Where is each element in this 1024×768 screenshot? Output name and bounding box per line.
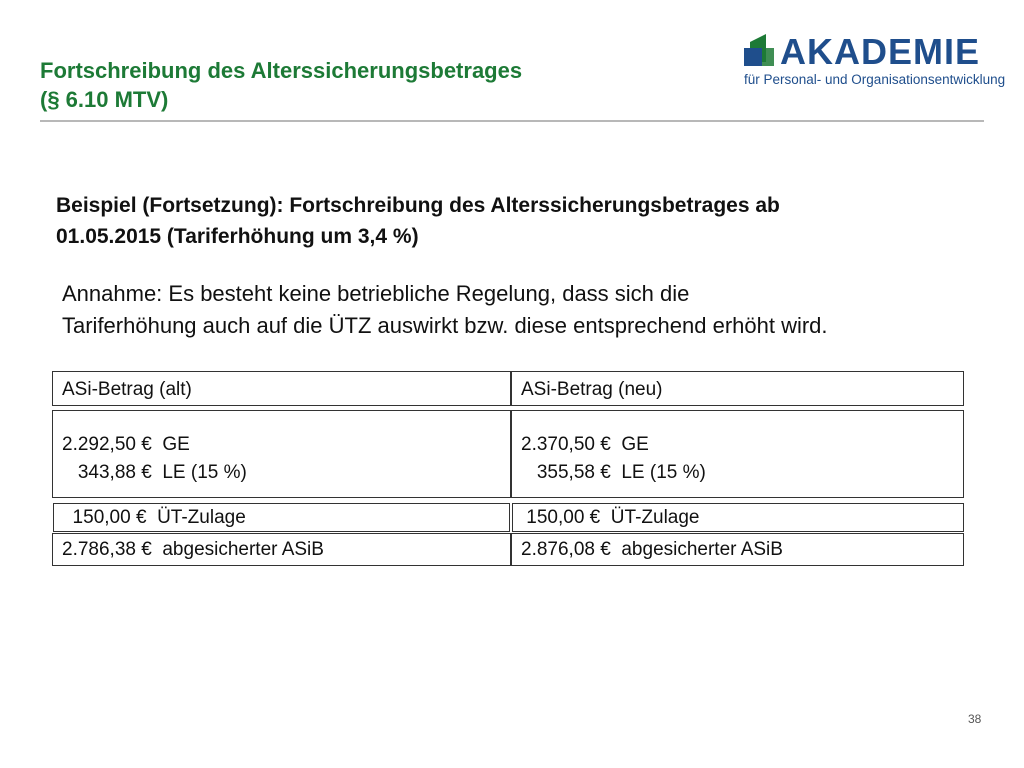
new-le-value: 355,58 € LE (15 %) bbox=[521, 462, 706, 483]
new-ut-zulage-value: 150,00 € ÜT-Zulage bbox=[521, 507, 700, 528]
assumption-text bbox=[62, 278, 982, 342]
old-total-value: 2.786,38 € abgesicherter ASiB bbox=[62, 539, 324, 560]
table-total-divider bbox=[510, 533, 512, 566]
page-title-line-2: (§ 6.10 MTV) bbox=[40, 87, 169, 112]
table-header-divider bbox=[510, 371, 512, 406]
page-title-line-1: Fortschreibung des Alterssicherungsbetrages bbox=[40, 58, 523, 83]
new-ge-value: 2.370,50 € GE bbox=[521, 434, 649, 455]
header-old-amount: ASi-Betrag (alt) bbox=[62, 379, 192, 400]
example-heading bbox=[56, 190, 976, 252]
example-heading-line-2: 01.05.2015 (Tariferhöhung um 3,4 %) bbox=[56, 225, 419, 248]
header-divider bbox=[40, 120, 984, 122]
header-new-amount: ASi-Betrag (neu) bbox=[521, 379, 663, 400]
old-ge-value: 2.292,50 € GE bbox=[62, 434, 190, 455]
new-total-value: 2.876,08 € abgesicherter ASiB bbox=[521, 539, 783, 560]
assumption-line-2: Tariferhöhung auch auf die ÜTZ auswirkt bzw. diese entsprechend erhöht wird. bbox=[62, 313, 828, 338]
table-body-divider bbox=[510, 410, 512, 498]
akademie-logo-mark-icon bbox=[742, 32, 782, 68]
page-title bbox=[40, 56, 680, 114]
page-number: 38 bbox=[968, 712, 982, 726]
example-heading-line-1: Beispiel (Fortsetzung): Fortschreibung des Alterssicherungsbetrages ab bbox=[56, 194, 780, 217]
logo-subtitle: für Personal- und Organisationsentwicklung bbox=[744, 72, 1006, 87]
assumption-line-1: Annahme: Es besteht keine betriebliche Regelung, dass sich die bbox=[62, 281, 690, 306]
logo-wordmark: AKADEMIE bbox=[780, 31, 981, 72]
old-le-value: 343,88 € LE (15 %) bbox=[62, 462, 247, 483]
akademie-logo bbox=[742, 30, 1006, 90]
old-ut-zulage-value: 150,00 € ÜT-Zulage bbox=[62, 507, 246, 528]
